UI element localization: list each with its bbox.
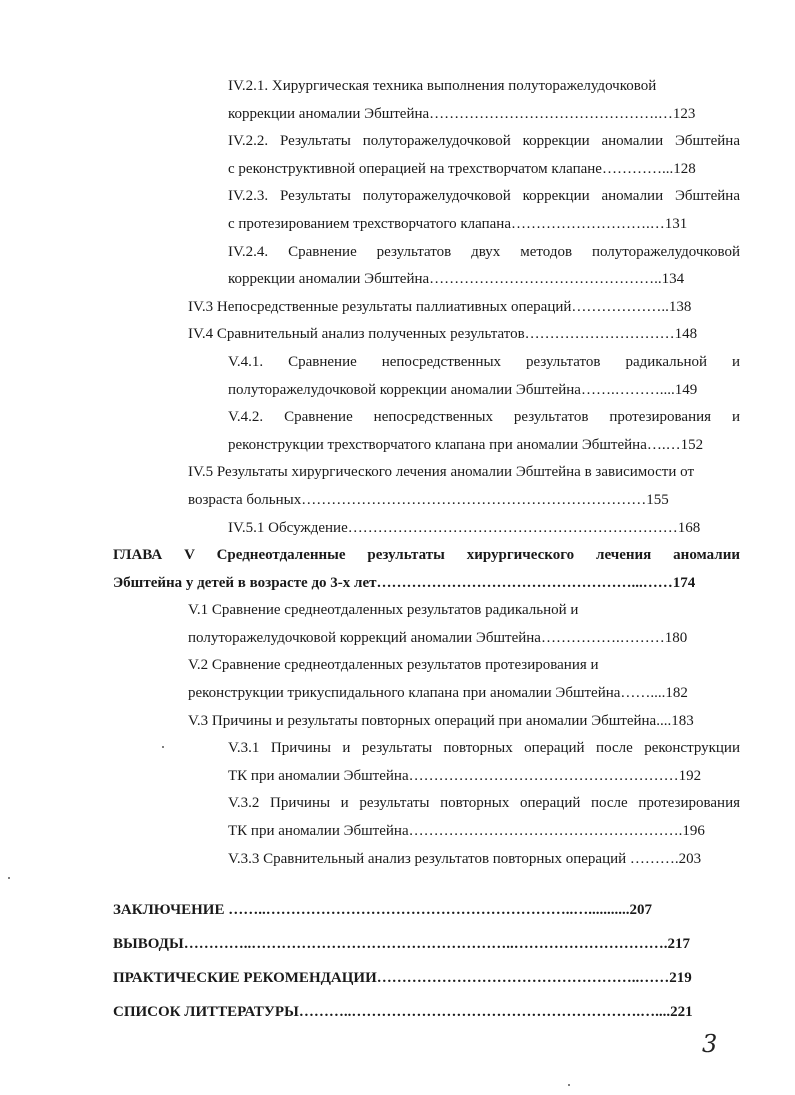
toc-references: СПИСОК ЛИТТЕРАТУРЫ………..………………………………………………….…....221 xyxy=(113,1004,693,1021)
toc-entry-iv-2-2-cont: с реконструктивной операцией на трехстворчатом клапане…………...128 xyxy=(228,160,696,177)
toc-entry-v-3: V.3 Причины и результаты повторных операций при аномалии Эбштейна....183 xyxy=(188,712,694,729)
toc-conclusion: ЗАКЛЮЧЕНИЕ ……..……………………………………………………..…...........207 xyxy=(113,902,652,919)
toc-entry-v-3-2-cont: ТК при аномалии Эбштейна……………………………………………….196 xyxy=(228,823,705,840)
toc-entry-iv-2-2: IV.2.2. Результаты полуторажелудочковой коррекции аномалии Эбштейна xyxy=(228,133,740,150)
toc-entry-iv-2-1: IV.2.1. Хирургическая техника выполнения полуторажелудочковой xyxy=(228,78,657,94)
toc-entry-iv-5-cont: возраста больных……………………………………………………………155 xyxy=(188,491,669,508)
scan-speck xyxy=(8,877,10,879)
toc-entry-iv-5: IV.5 Результаты хирургического лечения аномалии Эбштейна в зависимости от xyxy=(188,464,695,481)
toc-entry-v-1-cont: полуторажелудочковой коррекций аномалии Эбштейна…………….………180 xyxy=(188,629,688,646)
toc-entry-v-4-1: V.4.1. Сравнение непосредственных результатов радикальной и xyxy=(228,353,740,370)
toc-chapter-v-cont: Эбштейна у детей в возрасте до 3-х лет……………………………………………...……174 xyxy=(113,574,696,591)
toc-entry-v-4-2: V.4.2. Сравнение непосредственных результатов протезирования и xyxy=(228,409,740,426)
toc-recommendations: ПРАКТИЧЕСКИЕ РЕКОМЕНДАЦИИ……………………………………………..……219 xyxy=(113,970,692,987)
toc-entry-iv-4: IV.4 Сравнительный анализ полученных результатов…………………………148 xyxy=(188,326,698,343)
toc-entry-v-3-2: V.3.2 Причины и результаты повторных операций после протезирования xyxy=(228,795,740,812)
page-number: 3 xyxy=(702,1030,718,1058)
toc-chapter-v: ГЛАВА V Среднеотдаленные результаты хирургического лечения аномалии xyxy=(113,547,740,564)
toc-entry-v-3-1: V.3.1 Причины и результаты повторных операций после реконструкции xyxy=(228,740,740,757)
toc-entry-v-2-cont: реконструкции трикуспидального клапана при аномалии Эбштейна……....182 xyxy=(188,685,688,702)
toc-entry-iv-2-1-cont: коррекции аномалии Эбштейна……………………………………….…123 xyxy=(228,105,696,122)
scan-speck xyxy=(568,1084,570,1086)
toc-findings: ВЫВОДЫ…………..……………………………………………..………………………….217 xyxy=(113,936,690,953)
toc-entry-v-3-1-cont: ТК при аномалии Эбштейна………………………………………………192 xyxy=(228,767,702,784)
toc-entry-v-4-1-cont: полуторажелудочковой коррекции аномалии Эбштейна…….………....149 xyxy=(228,381,698,398)
toc-entry-iv-5-1: IV.5.1 Обсуждение…………………………………………………………168 xyxy=(228,519,701,536)
scan-speck xyxy=(162,746,164,748)
toc-entry-iv-2-4-cont: коррекции аномалии Эбштейна………………………………………..134 xyxy=(228,271,685,288)
toc-entry-v-1: V.1 Сравнение среднеотдаленных результатов радикальной и xyxy=(188,602,579,619)
toc-entry-iv-3: IV.3 Непосредственные результаты паллиативных операций………………..138 xyxy=(188,298,692,315)
toc-entry-v-2: V.2 Сравнение среднеотдаленных результатов протезирования и xyxy=(188,657,599,674)
toc-entry-iv-2-4: IV.2.4. Сравнение результатов двух методов полуторажелудочковой xyxy=(228,243,740,260)
table-of-contents xyxy=(0,73,795,1029)
toc-entry-v-3-3: V.3.3 Сравнительный анализ результатов повторных операций ……….203 xyxy=(228,850,702,867)
toc-entry-v-4-2-cont: реконструкции трехстворчатого клапана при аномалии Эбштейна….…152 xyxy=(228,436,704,453)
toc-entry-iv-2-3-cont: с протезированием трехстворчатого клапана……………………….…131 xyxy=(228,215,688,232)
toc-entry-iv-2-3: IV.2.3. Результаты полуторажелудочковой коррекции аномалии Эбштейна xyxy=(228,188,740,205)
